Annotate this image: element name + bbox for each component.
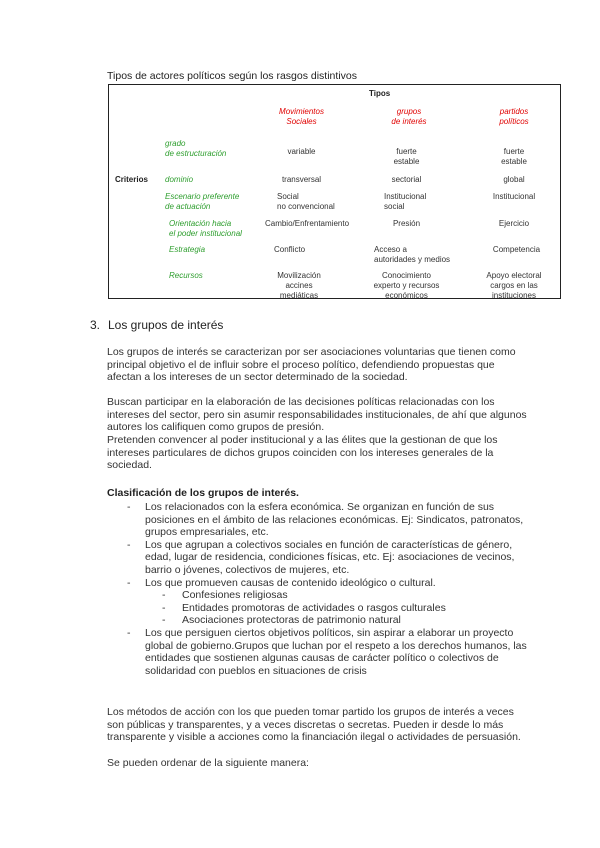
tipos-header: Tipos [369,89,391,98]
paragraph: Pretenden convencer al poder institucional y a las élites que la gestionan de que los intereses particulares de dichos grupos coinciden con los intereses generales de la sociedad. [107,434,498,472]
criterion-label: Estrategia [169,245,206,254]
classification-heading: Clasificación de los grupos de interés. [107,487,299,499]
table-caption: Tipos de actores políticos según los rasgos distintivos [107,70,357,82]
table-cell: Presión [392,219,421,228]
classification-list [107,501,527,677]
table-cell: fuerte estable [393,147,420,166]
column-header: grupos de interés [391,107,427,126]
table-cell: Institucional [492,192,536,201]
criterion-label: Recursos [169,271,203,280]
criterion-label: Escenario preferente de actuación [165,192,240,211]
paragraph: Se pueden ordenar de la siguiente manera: [107,757,309,769]
section-number: 3. [90,318,101,332]
table-cell: Acceso a autoridades y medios [374,245,451,264]
table-cell: variable [287,147,316,156]
table-cell: fuerte estable [501,147,527,166]
table-cell: Movilización accines mediáticas [277,271,321,300]
table-cell: sectorial [391,175,422,184]
table-cell: Social no convencional [277,192,335,211]
table-cell: Cambio/Enfrentamiento [264,219,350,228]
criterion-label: Orientación hacia el poder institucional [169,219,242,238]
sub-list-item: - Asociaciones protectoras de patrimonio natural [162,614,401,627]
paragraph: Buscan participar en la elaboración de las decisiones políticas relacionadas con los intereses del sector, pero sin asumir responsabilidades institucionales, de ahí que algunos autores los califiquen como grupos de presión. [107,396,527,434]
criterion-label: grado de estructuración [165,139,227,158]
table-cell: global [503,175,525,184]
table-cell: Institucional social [384,192,427,211]
column-header: partidos políticos [499,107,529,126]
criterios-label: Criterios [115,175,148,184]
sub-list-item: - Confesiones religiosas [162,589,288,602]
list-item: - Los que agrupan a colectivos sociales en función de características de género, edad, lugar de residencia, condiciones físicas, etc. Ej: asociaciones de vecinos, barrio o jóvenes, colectivos de mujeres, etc. [127,538,515,576]
table-cell: Conocimiento experto y recursos económicos [373,271,440,300]
table-cell: transversal [281,175,322,184]
list-item: - Los relacionados con la esfera económica. Se organizan en función de sus posiciones en el ámbito de las relaciones económicas. Ej: Sindicatos, patronatos, grupos empresariales, etc. [127,501,524,539]
section-heading [90,318,223,332]
list-item: - Los que persiguen ciertos objetivos políticos, sin aspirar a elaborar un proyecto global de gobierno.Grupos que luchan por el respeto a los derechos humanos, las entidades que sostienen algunas causas de carácter político o colectivos de solidaridad con pueblos en situaciones de crisis [127,626,527,677]
table-cell: Conflicto [274,245,306,254]
section-title: Los grupos de interés [108,318,224,332]
intro-paragraph: Los grupos de interés se caracterizan por ser asociaciones voluntarias que tienen como principal objetivo el de influir sobre el proceso político, defendiendo propuestas que afectan a los intereses de un sector determinado de la sociedad. [107,346,516,384]
paragraph: Los métodos de acción con los que pueden tomar partido los grupos de interés a veces son públicas y transparentes, y a veces discretas o secretas. Pueden ir desde lo más transparente y visible a acciones como la financiación ilegal o actividades de persuasión. [107,706,521,744]
table-cell: Apoyo electoral cargos en las instituciones [486,271,542,300]
criterion-label: dominio [165,175,194,184]
column-header: Movimientos Sociales [279,107,324,126]
table-cell: Ejercicio [498,219,530,228]
actor-types-table [108,84,561,299]
sub-list-item: - Entidades promotoras de actividades o rasgos culturales [162,601,446,614]
list-item: - Los que promueven causas de contenido ideológico o cultural. [127,576,436,589]
table-cell: Competencia [492,245,541,254]
